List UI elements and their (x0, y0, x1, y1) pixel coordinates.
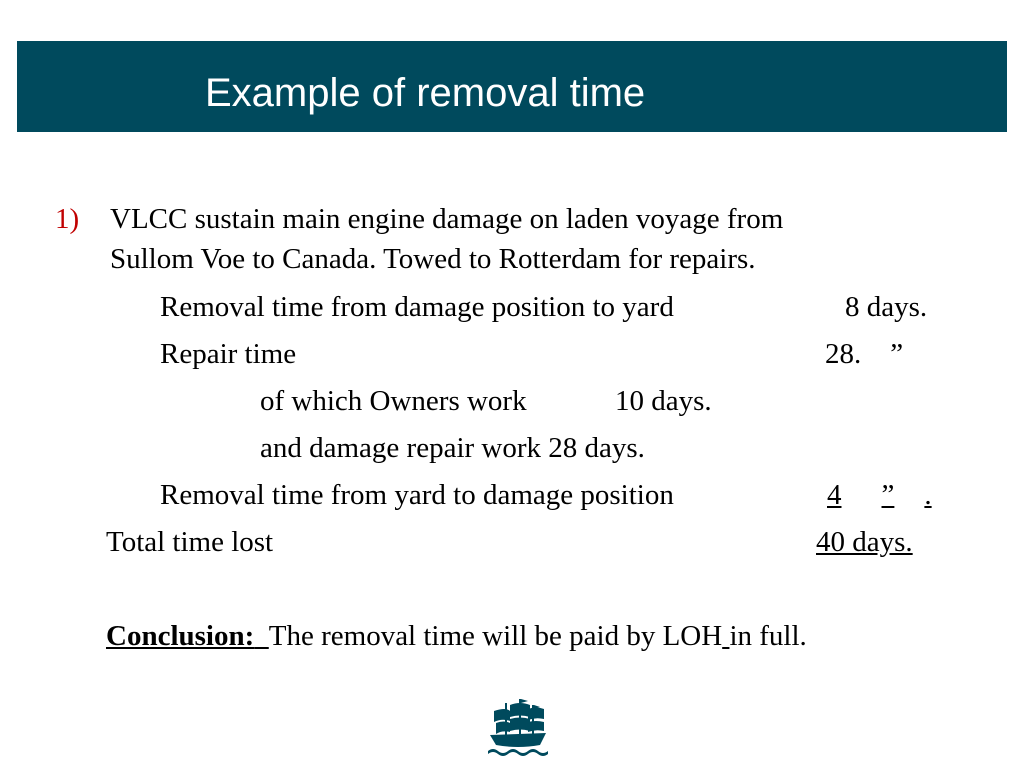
item-number: 1) (55, 203, 80, 235)
damage-repair-work: and damage repair work 28 days. (260, 432, 645, 464)
owners-work-label: of which Owners work (260, 385, 527, 417)
galleon-ship-icon (488, 697, 548, 757)
item-line-1: VLCC sustain main engine damage on laden voyage from (110, 203, 784, 235)
conclusion-text-end: in full. (729, 620, 807, 652)
item-line-2: Sullom Voe to Canada. Towed to Rotterdam for repairs. (110, 243, 756, 275)
conclusion-label: Conclusion: (106, 620, 255, 652)
total-time-label: Total time lost (106, 526, 274, 558)
owners-work-value: 10 days. (615, 385, 712, 417)
removal-to-yard-label: Removal time from damage position to yard (160, 291, 674, 323)
removal-from-yard-label: Removal time from yard to damage position (160, 479, 674, 511)
total-time-value: 40 days. (816, 526, 913, 558)
slide-title: Example of removal time (205, 71, 646, 115)
repair-time-label: Repair time (160, 338, 297, 370)
removal-to-yard-value: 8 days. (845, 291, 928, 323)
repair-time-value: 28. ” (825, 338, 904, 370)
conclusion-text: The removal time will be paid by LOH (268, 620, 723, 652)
removal-from-yard-value: 4 ” . (827, 479, 932, 511)
conclusion (106, 622, 807, 651)
